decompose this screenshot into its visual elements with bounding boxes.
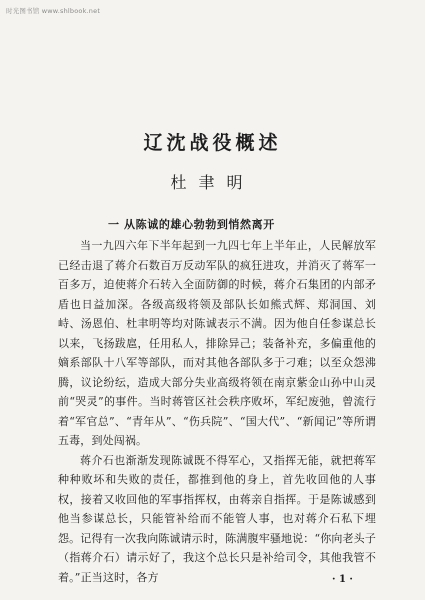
section-heading: 一 从陈诚的雄心勃勃到悄然离开 <box>108 218 275 231</box>
paragraph: 当一九四六年下半年起到一九四七年上半年止，人民解放军已经击退了蒋介石数百万反动军队的疯狂进攻，并消灭了蒋军一百多万，迫使蒋介石转入全面防御的时候，蒋介石集团的内部矛盾也日益加深。各级高级将领及部队长如熊式辉、郑洞国、刘峙、汤恩伯、杜聿明等均对陈诚表示不满。因为他自任参谋总长以来，飞扬跋扈，任用私人，排除异己；装备补充，多偏重他的嫡系部队十八军等部队，而对其他各部队多于刁难；以至众怨沸腾，议论纷纭，造成大部分失业高级将领在南京紫金山孙中山灵前“哭灵”的事件。当时蒋管区社会秩序败坏，军纪废弛，曾流行着“军官总”、“青年从”、“伤兵院”、“国大代”、“新闻记”等所谓五毒，到处闯祸。 <box>58 239 376 447</box>
paragraph: 蒋介石也渐渐发现陈诚既不得军心，又指挥无能，就把蒋军种种败坏和失败的责任，都推到他的身上，首先收回他的人事权，接着又收回他的军事指挥权，由蒋亲自指挥。于是陈诚感到他当参谋总长，只能管补给而不能管人事，也对蒋介石私下埋怨。记得有一次我向陈诚请示时，陈满腹牢骚地说：“你向老头子（指蒋介石）请示好了，我这个总长只是补给司令，其他我管不着。”正当这时，各方 <box>58 453 376 584</box>
document-title: 辽沈战役概述 <box>143 132 282 154</box>
body-text <box>58 236 376 587</box>
page-number: · 1 · <box>332 574 353 585</box>
author-name: 杜聿明 <box>170 173 255 192</box>
watermark: 时光图书馆 www.shlbook.net <box>6 7 101 15</box>
